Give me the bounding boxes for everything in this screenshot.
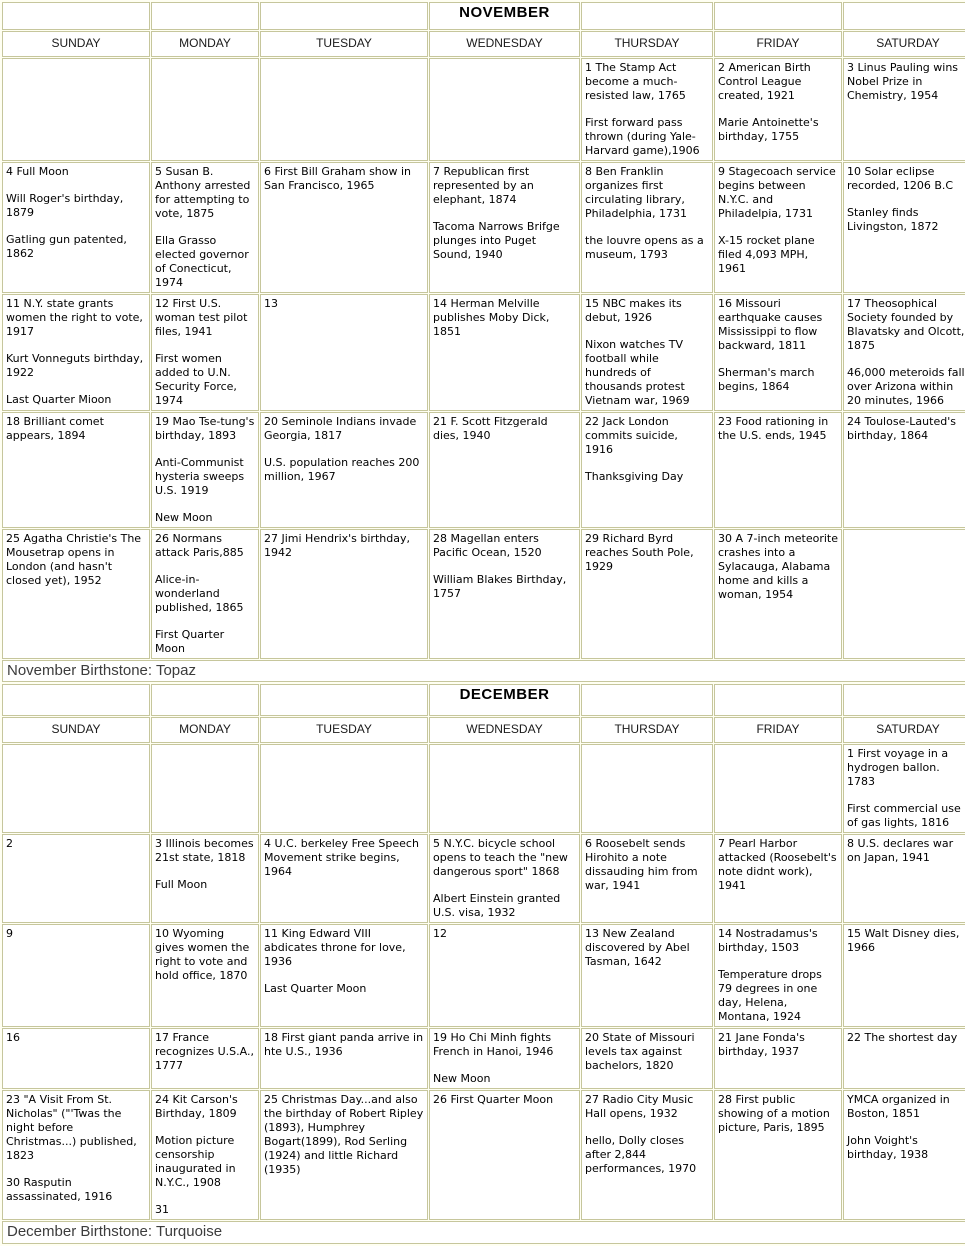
- event-text: Thanksgiving Day: [585, 470, 684, 483]
- november-week-5: [2, 529, 965, 659]
- december-birthstone-note: December Birthstone: Turquoise: [2, 1221, 965, 1244]
- month-title-cell-december: [429, 684, 580, 716]
- november-week-4: [2, 412, 965, 528]
- day-cell-november-w4-sun: [2, 412, 150, 528]
- event-text: 21 F. Scott Fitzgerald dies, 1940: [433, 415, 548, 442]
- day-cell-november-w2-tue: [260, 162, 428, 293]
- event-text: 3 Linus Pauling wins Nobel Prize in Chemistry, 1954: [847, 61, 959, 102]
- title-spacer-cell: [2, 2, 150, 30]
- day-cell-november-w4-sat: [843, 412, 965, 528]
- event-text: 11 King Edward VIII abdicates throne for love, 1936: [264, 927, 406, 968]
- day-cell-december-w1-fri: [714, 744, 842, 833]
- day-cell-december-w1-mon: [151, 744, 259, 833]
- dow-header-fri: FRIDAY: [714, 31, 842, 57]
- event-text: New Moon: [155, 511, 213, 524]
- event-text: 8 U.S. declares war on Japan, 1941: [847, 837, 954, 864]
- day-cell-december-w4-thu: [581, 1028, 713, 1089]
- event-text: Motion picture censorship inaugurated in N.Y.C., 1908: [155, 1134, 236, 1189]
- day-cell-december-w2-thu: [581, 834, 713, 923]
- dow-header-thu: THURSDAY: [581, 717, 713, 743]
- event-text: Tacoma Narrows Brifge plunges into Puget Sound, 1940: [433, 220, 560, 261]
- day-cell-december-w3-sun: [2, 924, 150, 1027]
- day-cell-december-w5-wed: [429, 1090, 580, 1220]
- dow-header-sat: SATURDAY: [843, 31, 965, 57]
- december-calendar-table: [1, 683, 965, 1245]
- event-text: Marie Antoinette's birthday, 1755: [718, 116, 819, 143]
- event-text: First women added to U.N. Security Force, 1974: [155, 352, 237, 407]
- event-text: 28 First public showing of a motion picture, Paris, 1895: [718, 1093, 830, 1134]
- day-cell-november-w5-thu: [581, 529, 713, 659]
- event-text: 15 NBC makes its debut, 1926: [585, 297, 682, 324]
- day-cell-december-w4-mon: [151, 1028, 259, 1089]
- day-cell-december-w3-thu: [581, 924, 713, 1027]
- event-text: 25 Agatha Christie's The Mousetrap opens in London (and hasn't closed yet), 1952: [6, 532, 142, 587]
- day-cell-december-w5-mon: [151, 1090, 259, 1220]
- event-text: 10 Wyoming gives women the right to vote and hold office, 1870: [155, 927, 250, 982]
- day-cell-december-w1-thu: [581, 744, 713, 833]
- month-title-december: DECEMBER: [459, 686, 550, 703]
- event-text: 12 First U.S. woman test pilot files, 1941: [155, 297, 248, 338]
- event-text: 2 American Birth Control League created, 1921: [718, 61, 811, 102]
- event-text: 13: [264, 297, 278, 310]
- november-calendar-table: [1, 1, 965, 683]
- event-text: Kurt Vonneguts birthday, 1922: [6, 352, 144, 379]
- day-cell-november-w2-sun: [2, 162, 150, 293]
- event-text: 10 Solar eclipse recorded, 1206 B.C: [847, 165, 954, 192]
- event-text: Nixon watches TV football while hundreds of thousands protest Vietnam war, 1969: [585, 338, 690, 407]
- day-cell-november-w3-fri: [714, 294, 842, 411]
- november-week-1: [2, 58, 965, 161]
- event-text: Gatling gun patented, 1862: [6, 233, 127, 260]
- day-cell-november-w4-fri: [714, 412, 842, 528]
- event-text: 1 The Stamp Act become a much-resisted law, 1765: [585, 61, 686, 102]
- day-cell-december-w2-fri: [714, 834, 842, 923]
- event-text: 23 Food rationing in the U.S. ends, 1945: [718, 415, 829, 442]
- dow-header-mon: MONDAY: [151, 31, 259, 57]
- day-cell-november-w5-tue: [260, 529, 428, 659]
- day-cell-november-w3-mon: [151, 294, 259, 411]
- title-spacer-cell: [260, 684, 428, 716]
- dow-header-thu: THURSDAY: [581, 31, 713, 57]
- december-week-5: [2, 1090, 965, 1220]
- november-birthstone-row: [2, 660, 965, 682]
- event-text: First Quarter Moon: [155, 628, 225, 655]
- day-cell-november-w4-mon: [151, 412, 259, 528]
- event-text: Albert Einstein granted U.S. visa, 1932: [433, 892, 561, 919]
- day-cell-november-w3-sat: [843, 294, 965, 411]
- november-birthstone-note: November Birthstone: Topaz: [2, 660, 965, 682]
- day-cell-december-w3-sat: [843, 924, 965, 1027]
- day-cell-november-w2-wed: [429, 162, 580, 293]
- event-text: Alice-in-wonderland published, 1865: [155, 573, 244, 614]
- day-cell-december-w1-wed: [429, 744, 580, 833]
- day-cell-december-w3-mon: [151, 924, 259, 1027]
- event-text: Last Quarter Mioon: [6, 393, 112, 406]
- day-cell-december-w5-thu: [581, 1090, 713, 1220]
- day-cell-november-w4-tue: [260, 412, 428, 528]
- day-cell-november-w2-fri: [714, 162, 842, 293]
- day-cell-december-w4-wed: [429, 1028, 580, 1089]
- event-text: 13 New Zealand discovered by Abel Tasman, 1642: [585, 927, 690, 968]
- day-cell-december-w5-tue: [260, 1090, 428, 1220]
- dow-header-sat: SATURDAY: [843, 717, 965, 743]
- event-text: 9 Stagecoach service begins between N.Y.C. and Philadelpia, 1731: [718, 165, 836, 220]
- event-text: 23 "A Visit From St. Nicholas" ("'Twas the night before Christmas...) published, 1823: [6, 1093, 137, 1162]
- day-cell-november-w1-wed: [429, 58, 580, 161]
- december-week-3: [2, 924, 965, 1027]
- day-cell-november-w1-sat: [843, 58, 965, 161]
- december-week-4: [2, 1028, 965, 1089]
- day-cell-november-w4-wed: [429, 412, 580, 528]
- day-cell-december-w4-sun: [2, 1028, 150, 1089]
- month-title-november: NOVEMBER: [459, 4, 550, 21]
- event-text: 5 N.Y.C. bicycle school opens to teach the "new dangerous sport" 1868: [433, 837, 568, 878]
- day-cell-december-w2-mon: [151, 834, 259, 923]
- day-cell-november-w3-tue: [260, 294, 428, 411]
- day-cell-december-w5-fri: [714, 1090, 842, 1220]
- day-cell-november-w5-wed: [429, 529, 580, 659]
- day-cell-november-w2-sat: [843, 162, 965, 293]
- day-cell-november-w1-fri: [714, 58, 842, 161]
- event-text: Sherman's march begins, 1864: [718, 366, 815, 393]
- december-week-1: [2, 744, 965, 833]
- event-text: 27 Jimi Hendrix's birthday, 1942: [264, 532, 410, 559]
- day-cell-november-w3-wed: [429, 294, 580, 411]
- event-text: 18 Brilliant comet appears, 1894: [6, 415, 104, 442]
- event-text: New Moon: [433, 1072, 491, 1085]
- day-cell-november-w2-mon: [151, 162, 259, 293]
- event-text: YMCA organized in Boston, 1851: [847, 1093, 950, 1120]
- event-text: 20 State of Missouri levels tax against bachelors, 1820: [585, 1031, 695, 1072]
- day-cell-december-w4-tue: [260, 1028, 428, 1089]
- event-text: 17 France recognizes U.S.A., 1777: [155, 1031, 254, 1072]
- day-cell-november-w3-thu: [581, 294, 713, 411]
- day-cell-november-w1-sun: [2, 58, 150, 161]
- month-title-cell-november: [429, 2, 580, 30]
- event-text: William Blakes Birthday, 1757: [433, 573, 567, 600]
- event-text: 20 Seminole Indians invade Georgia, 1817: [264, 415, 417, 442]
- day-cell-december-w3-tue: [260, 924, 428, 1027]
- title-spacer-cell: [714, 2, 842, 30]
- event-text: 30 Rasputin assassinated, 1916: [6, 1176, 113, 1203]
- dow-header-wed: WEDNESDAY: [429, 717, 580, 743]
- day-cell-december-w3-wed: [429, 924, 580, 1027]
- day-cell-november-w3-sun: [2, 294, 150, 411]
- december-day-header-row: [2, 717, 965, 743]
- title-spacer-cell: [714, 684, 842, 716]
- november-title-row: [2, 2, 965, 30]
- event-text: 16: [6, 1031, 20, 1044]
- event-text: Temperature drops 79 degrees in one day, Helena, Montana, 1924: [718, 968, 822, 1023]
- november-day-header-row: [2, 31, 965, 57]
- day-cell-november-w4-thu: [581, 412, 713, 528]
- dow-header-sun: SUNDAY: [2, 717, 150, 743]
- event-text: 24 Kit Carson's Birthday, 1809: [155, 1093, 238, 1120]
- event-text: U.S. population reaches 200 million, 1967: [264, 456, 420, 483]
- day-cell-november-w5-mon: [151, 529, 259, 659]
- event-text: 6 First Bill Graham show in San Francisco, 1965: [264, 165, 412, 192]
- day-cell-december-w2-sat: [843, 834, 965, 923]
- event-text: 4 Full Moon: [6, 165, 69, 178]
- event-text: First forward pass thrown (during Yale-Harvard game),1906: [585, 116, 700, 157]
- dow-header-mon: MONDAY: [151, 717, 259, 743]
- day-cell-november-w1-thu: [581, 58, 713, 161]
- day-cell-november-w5-fri: [714, 529, 842, 659]
- event-text: 5 Susan B. Anthony arrested for attempting to vote, 1875: [155, 165, 251, 220]
- event-text: Last Quarter Moon: [264, 982, 367, 995]
- event-text: 26 First Quarter Moon: [433, 1093, 554, 1106]
- title-spacer-cell: [151, 684, 259, 716]
- day-cell-november-w5-sun: [2, 529, 150, 659]
- title-spacer-cell: [151, 2, 259, 30]
- event-text: 19 Ho Chi Minh fights French in Hanoi, 1946: [433, 1031, 554, 1058]
- dow-header-fri: FRIDAY: [714, 717, 842, 743]
- december-week-2: [2, 834, 965, 923]
- event-text: 29 Richard Byrd reaches South Pole, 1929: [585, 532, 694, 573]
- event-text: 2: [6, 837, 13, 850]
- event-text: the louvre opens as a museum, 1793: [585, 234, 704, 261]
- day-cell-december-w1-tue: [260, 744, 428, 833]
- day-cell-december-w1-sun: [2, 744, 150, 833]
- event-text: 19 Mao Tse-tung's birthday, 1893: [155, 415, 255, 442]
- event-text: 14 Nostradamus's birthday, 1503: [718, 927, 818, 954]
- day-cell-december-w3-fri: [714, 924, 842, 1027]
- event-text: 18 First giant panda arrive in hte U.S., 1936: [264, 1031, 424, 1058]
- event-text: First commercial use of gas lights, 1816: [847, 802, 961, 829]
- event-text: 1 First voyage in a hydrogen ballon. 1783: [847, 747, 949, 788]
- dow-header-wed: WEDNESDAY: [429, 31, 580, 57]
- day-cell-december-w5-sun: [2, 1090, 150, 1220]
- event-text: 6 Roosebelt sends Hirohito a note dissauding him from war, 1941: [585, 837, 698, 892]
- event-text: 21 Jane Fonda's birthday, 1937: [718, 1031, 805, 1058]
- day-cell-december-w2-sun: [2, 834, 150, 923]
- title-spacer-cell: [260, 2, 428, 30]
- event-text: 16 Missouri earthquake causes Mississippi to flow backward, 1811: [718, 297, 823, 352]
- event-text: 7 Republican first represented by an elephant, 1874: [433, 165, 534, 206]
- day-cell-december-w2-tue: [260, 834, 428, 923]
- event-text: X-15 rocket plane filed 4,093 MPH, 1961: [718, 234, 815, 275]
- event-text: 3 Illinois becomes 21st state, 1818: [155, 837, 254, 864]
- event-text: 27 Radio City Music Hall opens, 1932: [585, 1093, 694, 1120]
- title-spacer-cell: [843, 684, 965, 716]
- event-text: 22 Jack London commits suicide, 1916: [585, 415, 678, 456]
- dow-header-sun: SUNDAY: [2, 31, 150, 57]
- event-text: 22 The shortest day: [847, 1031, 958, 1044]
- event-text: hello, Dolly closes after 2,844 performances, 1970: [585, 1134, 697, 1175]
- day-cell-december-w4-fri: [714, 1028, 842, 1089]
- event-text: 46,000 meteroids fall over Arizona within 20 minutes, 1966: [847, 366, 965, 407]
- event-text: 14 Herman Melville publishes Moby Dick, 1851: [433, 297, 550, 338]
- event-text: 4 U.C. berkeley Free Speech Movement strike begins, 1964: [264, 837, 419, 878]
- december-title-row: [2, 684, 965, 716]
- event-text: Anti-Communist hysteria sweeps U.S. 1919: [155, 456, 245, 497]
- event-text: 8 Ben Franklin organizes first circulating library, Philadelphia, 1731: [585, 165, 688, 220]
- day-cell-november-w5-sat: [843, 529, 965, 659]
- event-text: 26 Normans attack Paris,885: [155, 532, 244, 559]
- event-text: 11 N.Y. state grants women the right to vote, 1917: [6, 297, 143, 338]
- november-week-3: [2, 294, 965, 411]
- event-text: 30 A 7-inch meteorite crashes into a Sylacauga, Alabama home and kills a woman, 1954: [718, 532, 838, 601]
- event-text: 17 Theosophical Society founded by Blavatsky and Olcott, 1875: [847, 297, 965, 352]
- day-cell-november-w1-mon: [151, 58, 259, 161]
- day-cell-november-w2-thu: [581, 162, 713, 293]
- title-spacer-cell: [843, 2, 965, 30]
- event-text: 9: [6, 927, 13, 940]
- dow-header-tue: TUESDAY: [260, 31, 428, 57]
- title-spacer-cell: [581, 684, 713, 716]
- november-week-2: [2, 162, 965, 293]
- event-text: Stanley finds Livingston, 1872: [847, 206, 939, 233]
- december-birthstone-row: [2, 1221, 965, 1244]
- day-cell-november-w1-tue: [260, 58, 428, 161]
- day-cell-december-w1-sat: [843, 744, 965, 833]
- event-text: 28 Magellan enters Pacific Ocean, 1520: [433, 532, 542, 559]
- event-text: Will Roger's birthday, 1879: [6, 192, 124, 219]
- event-text: John Voight's birthday, 1938: [847, 1134, 929, 1161]
- event-text: 31: [155, 1203, 169, 1216]
- event-text: 15 Walt Disney dies, 1966: [847, 927, 960, 954]
- event-text: Ella Grasso elected governor of Conecticut, 1974: [155, 234, 249, 289]
- day-cell-december-w5-sat: [843, 1090, 965, 1220]
- event-text: 25 Christmas Day...and also the birthday of Robert Ripley (1893), Humphrey Bogart(1899), Rod Serling (1924) and little Richard (1935): [264, 1093, 424, 1176]
- dow-header-tue: TUESDAY: [260, 717, 428, 743]
- event-text: 12: [433, 927, 447, 940]
- title-spacer-cell: [581, 2, 713, 30]
- day-cell-december-w4-sat: [843, 1028, 965, 1089]
- event-text: Full Moon: [155, 878, 208, 891]
- title-spacer-cell: [2, 684, 150, 716]
- day-cell-december-w2-wed: [429, 834, 580, 923]
- event-text: 7 Pearl Harbor attacked (Roosebelt's note didnt work), 1941: [718, 837, 837, 892]
- event-text: 24 Toulose-Lauted's birthday, 1864: [847, 415, 956, 442]
